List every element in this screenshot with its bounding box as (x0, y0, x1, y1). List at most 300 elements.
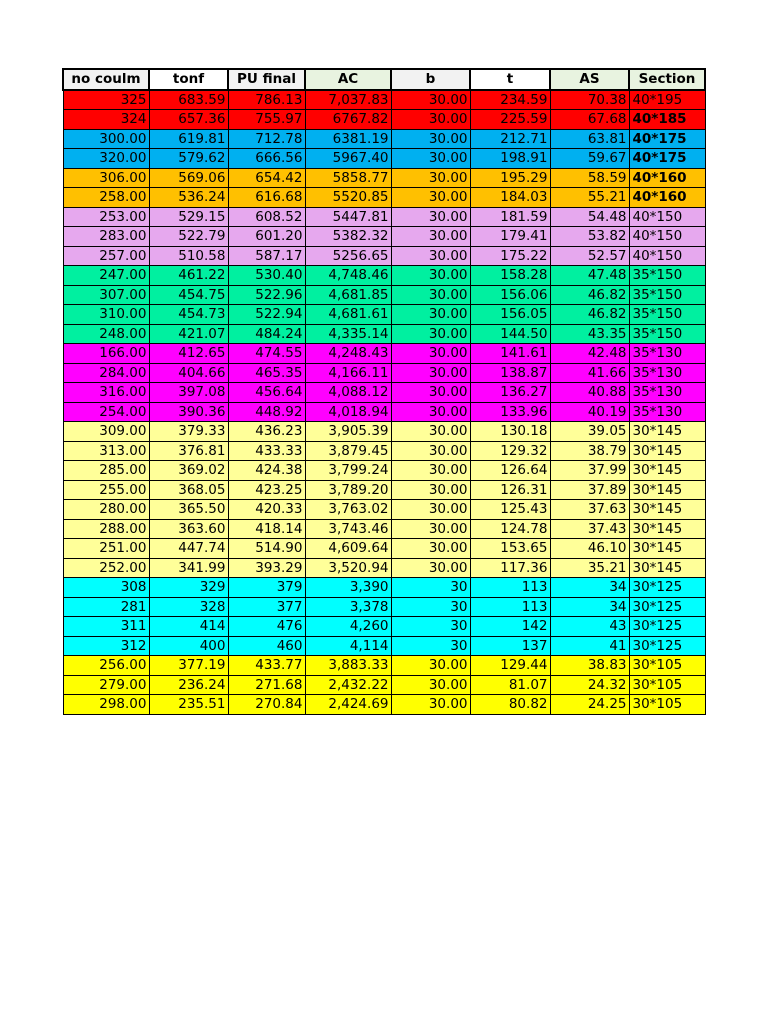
cell-no-coulm[interactable]: 281 (63, 597, 149, 617)
cell-section[interactable]: 30*145 (629, 461, 705, 481)
cell-ac[interactable]: 4,114 (305, 636, 391, 656)
cell-no-coulm[interactable]: 255.00 (63, 480, 149, 500)
cell-tonf[interactable]: 400 (149, 636, 228, 656)
header-no-coulm[interactable]: no coulm (63, 69, 149, 90)
table-row (63, 597, 705, 617)
cell-no-coulm[interactable]: 284.00 (63, 363, 149, 383)
cell-ac[interactable]: 3,743.46 (305, 519, 391, 539)
cell-t[interactable]: 129.32 (470, 441, 550, 461)
cell-no-coulm[interactable]: 254.00 (63, 402, 149, 422)
cell-t[interactable]: 141.61 (470, 344, 550, 364)
cell-t[interactable]: 156.05 (470, 305, 550, 325)
cell-ac[interactable]: 4,088.12 (305, 383, 391, 403)
cell-tonf[interactable]: 529.15 (149, 207, 228, 227)
cell-t[interactable]: 130.18 (470, 422, 550, 442)
cell-pu-final[interactable]: 712.78 (228, 129, 305, 149)
cell-pu-final[interactable]: 270.84 (228, 695, 305, 715)
cell-tonf[interactable]: 414 (149, 617, 228, 637)
cell-ac[interactable]: 4,018.94 (305, 402, 391, 422)
cell-as[interactable]: 63.81 (550, 129, 629, 149)
column-design-table (62, 68, 706, 715)
cell-t[interactable]: 195.29 (470, 168, 550, 188)
cell-t[interactable]: 129.44 (470, 656, 550, 676)
cell-ac[interactable]: 5382.32 (305, 227, 391, 247)
cell-tonf[interactable]: 365.50 (149, 500, 228, 520)
cell-tonf[interactable]: 377.19 (149, 656, 228, 676)
cell-pu-final[interactable]: 666.56 (228, 149, 305, 169)
cell-section[interactable]: 40*185 (629, 110, 705, 130)
table-header (63, 69, 705, 90)
cell-section[interactable]: 30*105 (629, 695, 705, 715)
cell-tonf[interactable]: 447.74 (149, 539, 228, 559)
cell-section[interactable]: 35*150 (629, 266, 705, 286)
table-row (63, 617, 705, 637)
cell-as[interactable]: 67.68 (550, 110, 629, 130)
cell-no-coulm[interactable]: 309.00 (63, 422, 149, 442)
cell-b[interactable]: 30.00 (391, 402, 470, 422)
cell-t[interactable]: 80.82 (470, 695, 550, 715)
cell-tonf[interactable]: 404.66 (149, 363, 228, 383)
cell-t[interactable]: 113 (470, 578, 550, 598)
cell-b[interactable]: 30.00 (391, 149, 470, 169)
cell-as[interactable]: 59.67 (550, 149, 629, 169)
table-row (63, 324, 705, 344)
cell-b[interactable]: 30.00 (391, 539, 470, 559)
cell-as[interactable]: 37.89 (550, 480, 629, 500)
cell-pu-final[interactable]: 484.24 (228, 324, 305, 344)
cell-tonf[interactable]: 461.22 (149, 266, 228, 286)
header-tonf[interactable]: tonf (149, 69, 228, 90)
cell-tonf[interactable]: 369.02 (149, 461, 228, 481)
table-row (63, 246, 705, 266)
cell-as[interactable]: 55.21 (550, 188, 629, 208)
cell-ac[interactable]: 3,763.02 (305, 500, 391, 520)
cell-ac[interactable]: 7,037.83 (305, 90, 391, 110)
cell-b[interactable]: 30.00 (391, 441, 470, 461)
cell-as[interactable]: 34 (550, 578, 629, 598)
cell-no-coulm[interactable]: 257.00 (63, 246, 149, 266)
cell-section[interactable]: 30*145 (629, 441, 705, 461)
cell-no-coulm[interactable]: 307.00 (63, 285, 149, 305)
cell-ac[interactable]: 4,609.64 (305, 539, 391, 559)
table-row (63, 227, 705, 247)
cell-pu-final[interactable]: 418.14 (228, 519, 305, 539)
cell-no-coulm[interactable]: 283.00 (63, 227, 149, 247)
cell-section[interactable]: 30*145 (629, 539, 705, 559)
cell-pu-final[interactable]: 436.23 (228, 422, 305, 442)
cell-ac[interactable]: 3,390 (305, 578, 391, 598)
cell-section[interactable]: 40*175 (629, 149, 705, 169)
cell-pu-final[interactable]: 601.20 (228, 227, 305, 247)
cell-b[interactable]: 30.00 (391, 305, 470, 325)
table-row (63, 90, 705, 110)
header-pu-final[interactable]: PU final (228, 69, 305, 90)
cell-pu-final[interactable]: 654.42 (228, 168, 305, 188)
table-row (63, 656, 705, 676)
cell-no-coulm[interactable]: 298.00 (63, 695, 149, 715)
cell-pu-final[interactable]: 786.13 (228, 90, 305, 110)
cell-section[interactable]: 40*175 (629, 129, 705, 149)
cell-pu-final[interactable]: 420.33 (228, 500, 305, 520)
table-row (63, 344, 705, 364)
table-row (63, 168, 705, 188)
table-row (63, 695, 705, 715)
header-row (63, 69, 705, 90)
header-section[interactable]: Section (629, 69, 705, 90)
cell-no-coulm[interactable]: 308 (63, 578, 149, 598)
cell-section[interactable]: 30*105 (629, 656, 705, 676)
cell-ac[interactable]: 5520.85 (305, 188, 391, 208)
cell-ac[interactable]: 4,248.43 (305, 344, 391, 364)
cell-pu-final[interactable]: 433.33 (228, 441, 305, 461)
cell-as[interactable]: 52.57 (550, 246, 629, 266)
cell-ac[interactable]: 4,748.46 (305, 266, 391, 286)
table-row (63, 110, 705, 130)
cell-section[interactable]: 35*150 (629, 305, 705, 325)
cell-pu-final[interactable]: 448.92 (228, 402, 305, 422)
cell-t[interactable]: 117.36 (470, 558, 550, 578)
table-row (63, 285, 705, 305)
cell-section[interactable]: 40*150 (629, 246, 705, 266)
cell-pu-final[interactable]: 424.38 (228, 461, 305, 481)
header-as[interactable]: AS (550, 69, 629, 90)
cell-no-coulm[interactable]: 311 (63, 617, 149, 637)
cell-as[interactable]: 24.25 (550, 695, 629, 715)
cell-section[interactable]: 30*125 (629, 636, 705, 656)
cell-ac[interactable]: 4,335.14 (305, 324, 391, 344)
cell-section[interactable]: 30*125 (629, 597, 705, 617)
cell-no-coulm[interactable]: 280.00 (63, 500, 149, 520)
cell-pu-final[interactable]: 423.25 (228, 480, 305, 500)
cell-t[interactable]: 156.06 (470, 285, 550, 305)
table-row (63, 402, 705, 422)
table-row (63, 539, 705, 559)
cell-tonf[interactable]: 328 (149, 597, 228, 617)
cell-pu-final[interactable]: 514.90 (228, 539, 305, 559)
cell-t[interactable]: 137 (470, 636, 550, 656)
cell-pu-final[interactable]: 608.52 (228, 207, 305, 227)
cell-no-coulm[interactable]: 300.00 (63, 129, 149, 149)
cell-no-coulm[interactable]: 316.00 (63, 383, 149, 403)
cell-b[interactable]: 30 (391, 578, 470, 598)
cell-t[interactable]: 144.50 (470, 324, 550, 344)
cell-as[interactable]: 37.99 (550, 461, 629, 481)
cell-tonf[interactable]: 657.36 (149, 110, 228, 130)
cell-ac[interactable]: 3,879.45 (305, 441, 391, 461)
cell-as[interactable]: 43 (550, 617, 629, 637)
cell-ac[interactable]: 4,681.85 (305, 285, 391, 305)
cell-pu-final[interactable]: 271.68 (228, 675, 305, 695)
cell-as[interactable]: 35.21 (550, 558, 629, 578)
cell-b[interactable]: 30.00 (391, 480, 470, 500)
cell-pu-final[interactable]: 393.29 (228, 558, 305, 578)
cell-no-coulm[interactable]: 251.00 (63, 539, 149, 559)
cell-b[interactable]: 30.00 (391, 383, 470, 403)
cell-section[interactable]: 35*130 (629, 363, 705, 383)
cell-t[interactable]: 212.71 (470, 129, 550, 149)
cell-section[interactable]: 40*150 (629, 227, 705, 247)
cell-no-coulm[interactable]: 320.00 (63, 149, 149, 169)
cell-section[interactable]: 40*195 (629, 90, 705, 110)
cell-t[interactable]: 179.41 (470, 227, 550, 247)
cell-ac[interactable]: 5256.65 (305, 246, 391, 266)
cell-pu-final[interactable]: 522.96 (228, 285, 305, 305)
cell-b[interactable]: 30.00 (391, 227, 470, 247)
cell-as[interactable]: 38.83 (550, 656, 629, 676)
cell-tonf[interactable]: 454.75 (149, 285, 228, 305)
cell-t[interactable]: 175.22 (470, 246, 550, 266)
cell-tonf[interactable]: 390.36 (149, 402, 228, 422)
cell-as[interactable]: 42.48 (550, 344, 629, 364)
cell-pu-final[interactable]: 476 (228, 617, 305, 637)
cell-ac[interactable]: 3,789.20 (305, 480, 391, 500)
cell-tonf[interactable]: 454.73 (149, 305, 228, 325)
table-row (63, 149, 705, 169)
cell-section[interactable]: 35*130 (629, 344, 705, 364)
table-row (63, 461, 705, 481)
cell-ac[interactable]: 5967.40 (305, 149, 391, 169)
cell-pu-final[interactable]: 755.97 (228, 110, 305, 130)
cell-as[interactable]: 39.05 (550, 422, 629, 442)
cell-ac[interactable]: 5858.77 (305, 168, 391, 188)
cell-no-coulm[interactable]: 253.00 (63, 207, 149, 227)
cell-as[interactable]: 41.66 (550, 363, 629, 383)
cell-ac[interactable]: 4,681.61 (305, 305, 391, 325)
cell-section[interactable]: 30*145 (629, 480, 705, 500)
cell-as[interactable]: 40.88 (550, 383, 629, 403)
table-row (63, 129, 705, 149)
cell-t[interactable]: 234.59 (470, 90, 550, 110)
table-row (63, 480, 705, 500)
cell-as[interactable]: 37.43 (550, 519, 629, 539)
cell-tonf[interactable]: 619.81 (149, 129, 228, 149)
cell-section[interactable]: 35*130 (629, 402, 705, 422)
cell-pu-final[interactable]: 530.40 (228, 266, 305, 286)
cell-no-coulm[interactable]: 166.00 (63, 344, 149, 364)
cell-t[interactable]: 125.43 (470, 500, 550, 520)
cell-no-coulm[interactable]: 313.00 (63, 441, 149, 461)
cell-as[interactable]: 41 (550, 636, 629, 656)
cell-b[interactable]: 30.00 (391, 656, 470, 676)
cell-ac[interactable]: 3,905.39 (305, 422, 391, 442)
cell-b[interactable]: 30.00 (391, 500, 470, 520)
cell-b[interactable]: 30.00 (391, 188, 470, 208)
cell-tonf[interactable]: 376.81 (149, 441, 228, 461)
cell-ac[interactable]: 4,166.11 (305, 363, 391, 383)
table-row (63, 441, 705, 461)
cell-as[interactable]: 40.19 (550, 402, 629, 422)
cell-section[interactable]: 30*145 (629, 422, 705, 442)
cell-no-coulm[interactable]: 285.00 (63, 461, 149, 481)
cell-t[interactable]: 184.03 (470, 188, 550, 208)
cell-ac[interactable]: 2,424.69 (305, 695, 391, 715)
cell-section[interactable]: 30*125 (629, 617, 705, 637)
cell-ac[interactable]: 6767.82 (305, 110, 391, 130)
cell-no-coulm[interactable]: 312 (63, 636, 149, 656)
table-row (63, 188, 705, 208)
cell-b[interactable]: 30.00 (391, 110, 470, 130)
cell-no-coulm[interactable]: 325 (63, 90, 149, 110)
cell-b[interactable]: 30.00 (391, 461, 470, 481)
cell-t[interactable]: 225.59 (470, 110, 550, 130)
cell-section[interactable]: 40*160 (629, 188, 705, 208)
cell-t[interactable]: 133.96 (470, 402, 550, 422)
cell-t[interactable]: 126.31 (470, 480, 550, 500)
cell-no-coulm[interactable]: 288.00 (63, 519, 149, 539)
cell-no-coulm[interactable]: 324 (63, 110, 149, 130)
cell-tonf[interactable]: 522.79 (149, 227, 228, 247)
cell-no-coulm[interactable]: 258.00 (63, 188, 149, 208)
cell-tonf[interactable]: 569.06 (149, 168, 228, 188)
cell-no-coulm[interactable]: 252.00 (63, 558, 149, 578)
cell-tonf[interactable]: 341.99 (149, 558, 228, 578)
cell-tonf[interactable]: 412.65 (149, 344, 228, 364)
cell-b[interactable]: 30.00 (391, 90, 470, 110)
cell-tonf[interactable]: 510.58 (149, 246, 228, 266)
cell-no-coulm[interactable]: 256.00 (63, 656, 149, 676)
cell-t[interactable]: 136.27 (470, 383, 550, 403)
table-row (63, 305, 705, 325)
cell-ac[interactable]: 3,378 (305, 597, 391, 617)
cell-b[interactable]: 30.00 (391, 422, 470, 442)
cell-b[interactable]: 30.00 (391, 344, 470, 364)
cell-no-coulm[interactable]: 248.00 (63, 324, 149, 344)
cell-as[interactable]: 46.82 (550, 305, 629, 325)
cell-pu-final[interactable]: 379 (228, 578, 305, 598)
cell-section[interactable]: 30*145 (629, 500, 705, 520)
cell-pu-final[interactable]: 474.55 (228, 344, 305, 364)
cell-no-coulm[interactable]: 310.00 (63, 305, 149, 325)
cell-as[interactable]: 43.35 (550, 324, 629, 344)
cell-pu-final[interactable]: 377 (228, 597, 305, 617)
cell-as[interactable]: 70.38 (550, 90, 629, 110)
cell-tonf[interactable]: 363.60 (149, 519, 228, 539)
cell-as[interactable]: 24.32 (550, 675, 629, 695)
cell-pu-final[interactable]: 587.17 (228, 246, 305, 266)
cell-b[interactable]: 30.00 (391, 266, 470, 286)
cell-as[interactable]: 54.48 (550, 207, 629, 227)
cell-t[interactable]: 81.07 (470, 675, 550, 695)
table-row (63, 266, 705, 286)
table-row (63, 207, 705, 227)
cell-b[interactable]: 30.00 (391, 695, 470, 715)
table-row (63, 558, 705, 578)
table-row (63, 363, 705, 383)
cell-tonf[interactable]: 683.59 (149, 90, 228, 110)
cell-t[interactable]: 138.87 (470, 363, 550, 383)
table-row (63, 500, 705, 520)
cell-pu-final[interactable]: 465.35 (228, 363, 305, 383)
cell-pu-final[interactable]: 460 (228, 636, 305, 656)
cell-tonf[interactable]: 368.05 (149, 480, 228, 500)
cell-no-coulm[interactable]: 306.00 (63, 168, 149, 188)
table-row (63, 636, 705, 656)
cell-as[interactable]: 38.79 (550, 441, 629, 461)
cell-ac[interactable]: 3,520.94 (305, 558, 391, 578)
cell-pu-final[interactable]: 433.77 (228, 656, 305, 676)
cell-ac[interactable]: 5447.81 (305, 207, 391, 227)
cell-ac[interactable]: 6381.19 (305, 129, 391, 149)
cell-section[interactable]: 35*130 (629, 383, 705, 403)
cell-b[interactable]: 30.00 (391, 558, 470, 578)
cell-tonf[interactable]: 397.08 (149, 383, 228, 403)
cell-b[interactable]: 30.00 (391, 246, 470, 266)
cell-b[interactable]: 30.00 (391, 285, 470, 305)
cell-tonf[interactable]: 579.62 (149, 149, 228, 169)
cell-t[interactable]: 113 (470, 597, 550, 617)
cell-pu-final[interactable]: 456.64 (228, 383, 305, 403)
cell-t[interactable]: 158.28 (470, 266, 550, 286)
table-row (63, 578, 705, 598)
cell-b[interactable]: 30.00 (391, 324, 470, 344)
cell-tonf[interactable]: 235.51 (149, 695, 228, 715)
cell-t[interactable]: 198.91 (470, 149, 550, 169)
cell-section[interactable]: 30*145 (629, 558, 705, 578)
table-row (63, 422, 705, 442)
cell-b[interactable]: 30.00 (391, 168, 470, 188)
cell-b[interactable]: 30.00 (391, 207, 470, 227)
cell-tonf[interactable]: 379.33 (149, 422, 228, 442)
cell-as[interactable]: 47.48 (550, 266, 629, 286)
table-body (63, 90, 705, 715)
header-b[interactable]: b (391, 69, 470, 90)
cell-ac[interactable]: 3,799.24 (305, 461, 391, 481)
table-row (63, 675, 705, 695)
cell-as[interactable]: 46.10 (550, 539, 629, 559)
cell-as[interactable]: 37.63 (550, 500, 629, 520)
cell-section[interactable]: 40*160 (629, 168, 705, 188)
cell-no-coulm[interactable]: 247.00 (63, 266, 149, 286)
cell-pu-final[interactable]: 616.68 (228, 188, 305, 208)
cell-as[interactable]: 58.59 (550, 168, 629, 188)
cell-b[interactable]: 30 (391, 597, 470, 617)
table-row (63, 383, 705, 403)
cell-t[interactable]: 126.64 (470, 461, 550, 481)
cell-section[interactable]: 30*145 (629, 519, 705, 539)
header-t[interactable]: t (470, 69, 550, 90)
cell-ac[interactable]: 4,260 (305, 617, 391, 637)
cell-section[interactable]: 40*150 (629, 207, 705, 227)
cell-as[interactable]: 34 (550, 597, 629, 617)
cell-b[interactable]: 30.00 (391, 363, 470, 383)
cell-section[interactable]: 35*150 (629, 285, 705, 305)
cell-pu-final[interactable]: 522.94 (228, 305, 305, 325)
cell-t[interactable]: 124.78 (470, 519, 550, 539)
cell-as[interactable]: 46.82 (550, 285, 629, 305)
header-ac[interactable]: AC (305, 69, 391, 90)
cell-ac[interactable]: 3,883.33 (305, 656, 391, 676)
cell-t[interactable]: 181.59 (470, 207, 550, 227)
cell-b[interactable]: 30 (391, 617, 470, 637)
cell-t[interactable]: 153.65 (470, 539, 550, 559)
cell-b[interactable]: 30.00 (391, 675, 470, 695)
cell-b[interactable]: 30 (391, 636, 470, 656)
cell-tonf[interactable]: 421.07 (149, 324, 228, 344)
cell-section[interactable]: 35*150 (629, 324, 705, 344)
cell-tonf[interactable]: 536.24 (149, 188, 228, 208)
cell-b[interactable]: 30.00 (391, 519, 470, 539)
cell-ac[interactable]: 2,432.22 (305, 675, 391, 695)
cell-no-coulm[interactable]: 279.00 (63, 675, 149, 695)
cell-section[interactable]: 30*105 (629, 675, 705, 695)
cell-section[interactable]: 30*125 (629, 578, 705, 598)
cell-tonf[interactable]: 236.24 (149, 675, 228, 695)
cell-b[interactable]: 30.00 (391, 129, 470, 149)
cell-as[interactable]: 53.82 (550, 227, 629, 247)
table-row (63, 519, 705, 539)
cell-t[interactable]: 142 (470, 617, 550, 637)
cell-tonf[interactable]: 329 (149, 578, 228, 598)
